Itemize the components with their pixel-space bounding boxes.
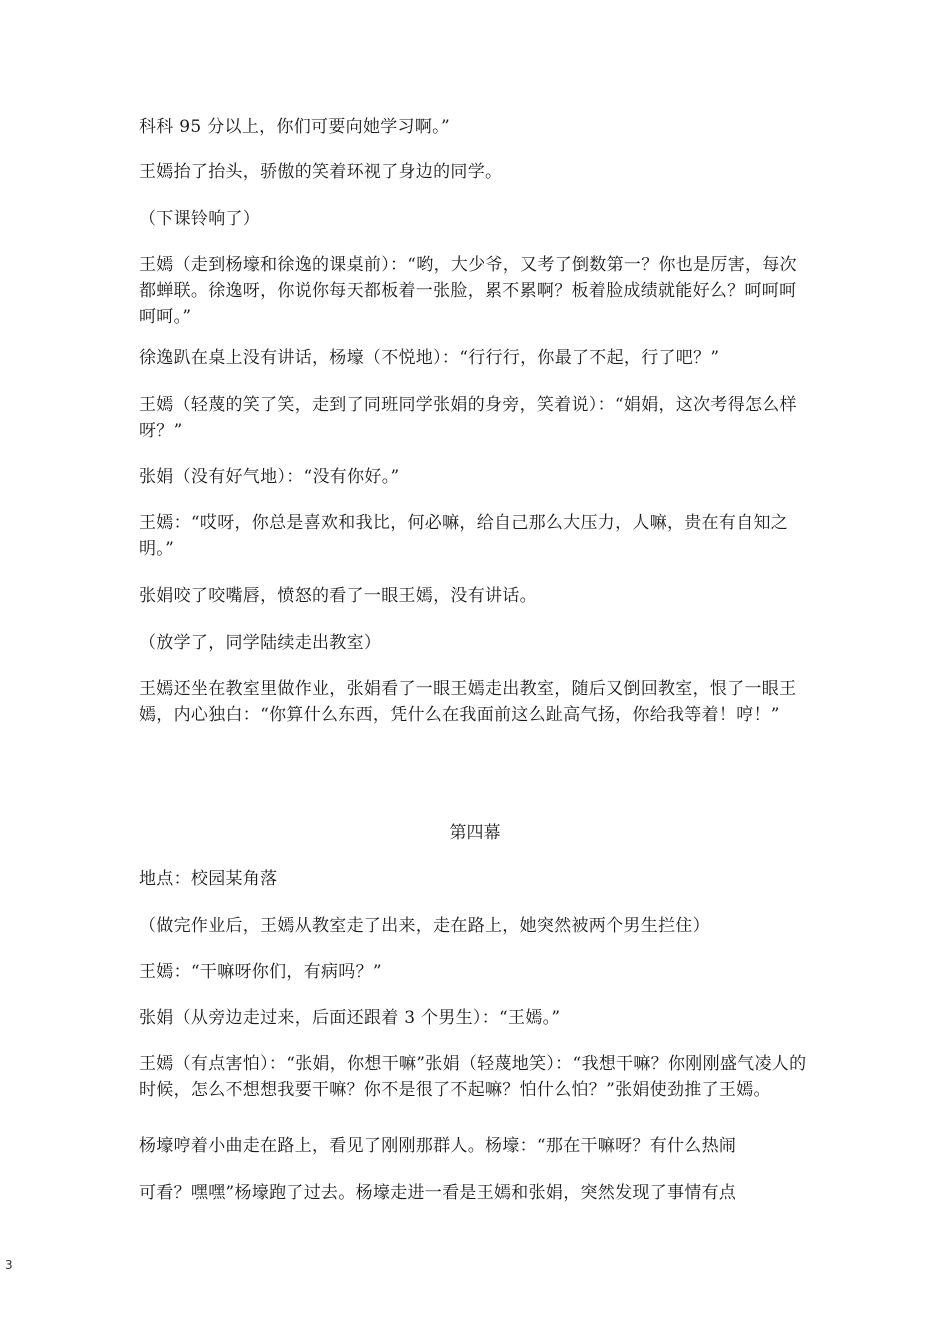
paragraph: 科科 95 分以上，你们可要向她学习啊。” — [139, 117, 450, 137]
paragraph: 张娟（没有好气地）：“没有你好。” — [139, 467, 400, 487]
paragraph: 王嫣还坐在教室里做作业，张娟看了一眼王嫣走出教室，随后又倒回教室，恨了一眼王嫣，内心独白：“你算什么东西，凭什么在我面前这么趾高气扬，你给我等着！哼！” — [139, 679, 797, 725]
paragraph: 徐逸趴在桌上没有讲话，杨壕（不悦地）：“行行行，你最了不起，行了吧？” — [139, 348, 720, 368]
paragraph: 杨壕哼着小曲走在路上，看见了刚刚那群人。杨壕：“那在干嘛呀？有什么热闹 — [139, 1136, 737, 1156]
location-line: 地点：校园某角落 — [139, 869, 278, 889]
paragraph: 可看？嘿嘿”杨壕跑了过去。杨壕走进一看是王嫣和张娟，突然发现了事情有点 — [139, 1183, 737, 1203]
paragraph: （下课铃响了） — [139, 209, 261, 229]
paragraph: （做完作业后，王嫣从教室走了出来，走在路上，她突然被两个男生拦住） — [139, 916, 710, 936]
paragraph: 张娟咬了咬嘴唇，愤怒的看了一眼王嫣，没有讲话。 — [139, 586, 537, 606]
paragraph: （放学了，同学陆续走出教室） — [139, 633, 382, 653]
paragraph: 王嫣（轻蔑的笑了笑，走到了同班同学张娟的身旁，笑着说）：“娟娟，这次考得怎么样呀？” — [139, 395, 797, 441]
page-number: 3 — [5, 1258, 13, 1272]
paragraph: 王嫣（有点害怕）：“张娟，你想干嘛”张娟（轻蔑地笑）：“我想干嘛？你刚刚盛气凌人的时候，怎么不想想我要干嘛？你不是很了不起嘛？怕什么怕？”张娟使劲推了王嫣。 — [139, 1054, 807, 1100]
paragraph: 王嫣：“干嘛呀你们，有病吗？” — [139, 962, 382, 982]
act-title: 第四幕 — [449, 823, 501, 843]
paragraph: 王嫣（走到杨壕和徐逸的课桌前）：“哟，大少爷，又考了倒数第一？你也是厉害，每次都蝉联。徐逸呀，你说你每天都板着一张脸，累不累啊？板着脸成绩就能好么？呵呵呵呵呵。” — [139, 255, 797, 327]
paragraph: 王嫣：“哎呀，你总是喜欢和我比，何必嘛，给自己那么大压力，人嘛，贵在有自知之明。” — [139, 513, 789, 559]
paragraph: 张娟（从旁边走过来，后面还跟着 3 个男生）：“王嫣。” — [139, 1008, 561, 1028]
paragraph: 王嫣抬了抬头，骄傲的笑着环视了身边的同学。 — [139, 162, 503, 182]
